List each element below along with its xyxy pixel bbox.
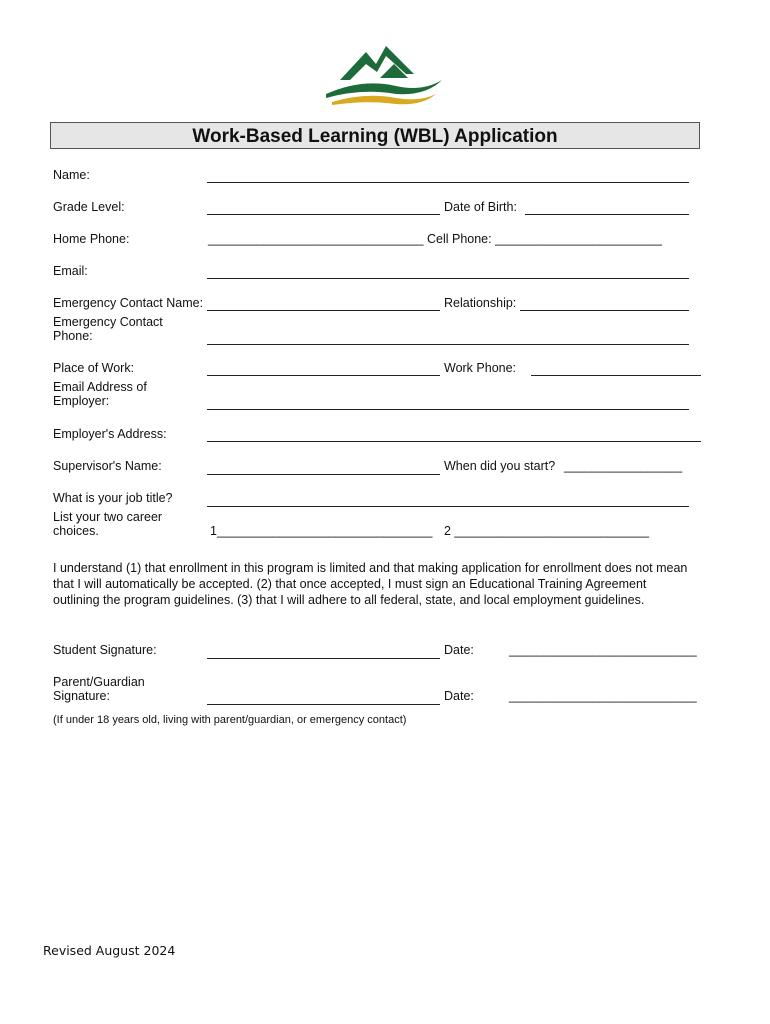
parent-signature-label-2: Signature: — [53, 689, 110, 703]
work-phone-field[interactable] — [531, 375, 701, 376]
supervisor-name-field[interactable] — [207, 474, 440, 475]
supervisor-name-label: Supervisor's Name: — [53, 459, 162, 473]
student-date-label: Date: — [444, 643, 474, 657]
student-signature-field[interactable] — [207, 658, 440, 659]
guardian-note: (If under 18 years old, living with parent/guardian, or emergency contact) — [53, 714, 407, 726]
email-field[interactable] — [207, 278, 689, 279]
student-date-field[interactable]: ___________________________ — [509, 643, 697, 657]
parent-date-field[interactable]: ___________________________ — [509, 689, 697, 703]
grade-level-field[interactable] — [207, 214, 440, 215]
revision-footer: Revised August 2024 — [43, 943, 176, 958]
student-signature-label: Student Signature: — [53, 643, 157, 657]
relationship-field[interactable] — [520, 310, 689, 311]
relationship-label: Relationship: — [444, 296, 517, 310]
career-choices-label-1: List your two career — [53, 510, 163, 524]
employer-email-field[interactable] — [207, 409, 689, 410]
emergency-contact-phone-label-1: Emergency Contact — [53, 315, 163, 329]
date-of-birth-label: Date of Birth: — [444, 200, 517, 214]
start-date-label: When did you start? — [444, 459, 556, 473]
emergency-contact-name-field[interactable] — [207, 310, 440, 311]
place-of-work-label: Place of Work: — [53, 361, 135, 375]
start-date-field[interactable]: _________________ — [564, 459, 683, 473]
job-title-label: What is your job title? — [53, 491, 173, 505]
employer-address-field[interactable] — [207, 441, 701, 442]
place-of-work-field[interactable] — [207, 375, 440, 376]
agreement-paragraph — [53, 560, 703, 608]
mountain-logo-icon — [322, 42, 446, 108]
page-title: Work-Based Learning (WBL) Application — [50, 122, 700, 149]
employer-address-label: Employer's Address: — [53, 427, 167, 441]
career-choice-1-field[interactable]: 1_______________________________ — [210, 524, 433, 538]
employer-email-label-1: Email Address of — [53, 380, 147, 394]
agreement-line: that I will automatically be accepted. (2) that once accepted, I must sign an Educational Training Agreement — [53, 577, 647, 591]
parent-date-label: Date: — [444, 689, 474, 703]
emergency-contact-phone-label-2: Phone: — [53, 329, 93, 343]
name-field[interactable] — [207, 182, 689, 183]
career-choices-label-2: choices. — [53, 524, 99, 538]
emergency-contact-name-label: Emergency Contact Name: — [53, 296, 204, 310]
grade-level-label: Grade Level: — [53, 200, 125, 214]
career-choice-2-field[interactable]: 2 ____________________________ — [444, 524, 650, 538]
job-title-field[interactable] — [207, 506, 689, 507]
parent-signature-label-1: Parent/Guardian — [53, 675, 145, 689]
parent-signature-field[interactable] — [207, 704, 440, 705]
home-phone-label: Home Phone: — [53, 232, 130, 246]
date-of-birth-field[interactable] — [525, 214, 689, 215]
email-label: Email: — [53, 264, 88, 278]
agreement-line: outlining the program guidelines. (3) that I will adhere to all federal, state, and local employment guidelines. — [53, 593, 645, 607]
emergency-contact-phone-field[interactable] — [207, 344, 689, 345]
phone-fields[interactable]: _______________________________ Cell Phone: ________________________ — [208, 232, 662, 246]
agreement-line: I understand (1) that enrollment in this program is limited and that making application for enrollment does not mean — [53, 561, 688, 575]
name-label: Name: — [53, 168, 90, 182]
employer-email-label-2: Employer: — [53, 394, 110, 408]
work-phone-label: Work Phone: — [444, 361, 517, 375]
